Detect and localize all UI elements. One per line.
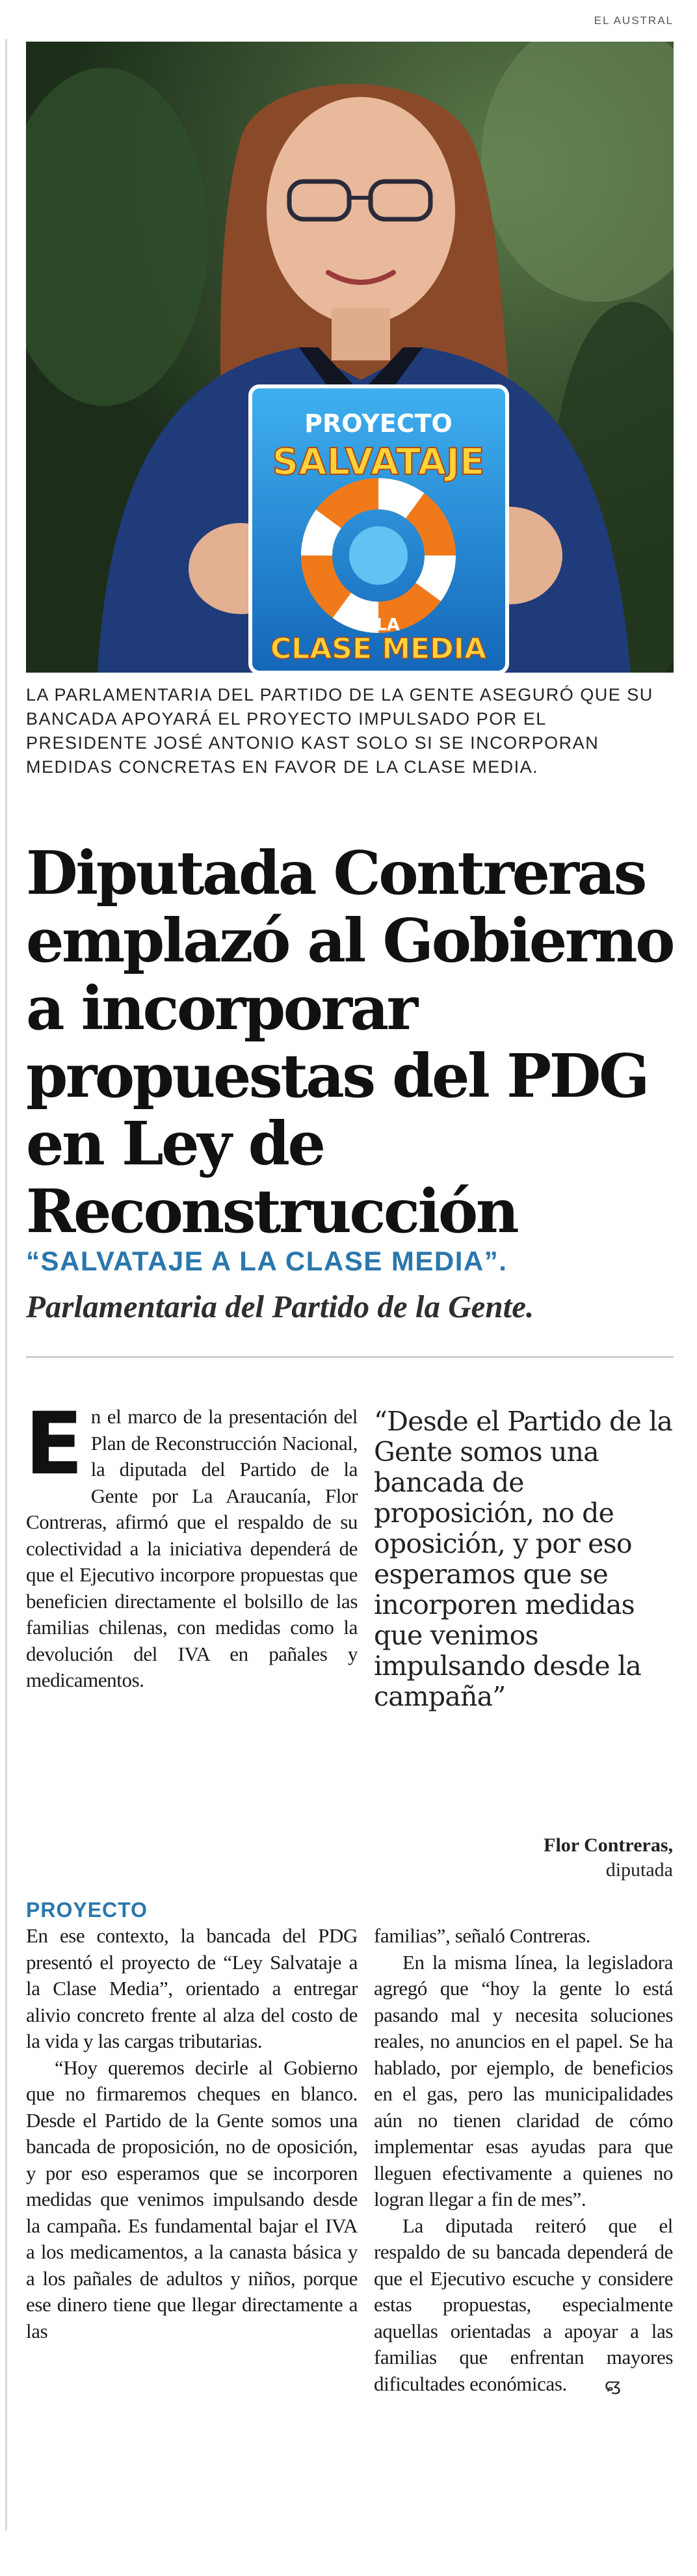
quote-author-name: Flor Contreras, (544, 1834, 673, 1856)
quote-author-role: diputada (605, 1859, 673, 1881)
pull-quote-attribution (374, 1833, 673, 1883)
headline: Diputada Contreras emplazó al Gobierno a incorporar propuestas del PDG en Ley de Reconstrucción (26, 838, 673, 1246)
poster-title-line4: CLASE MEDIA (270, 632, 487, 665)
body-paragraph: “Hoy queremos decirle al Gobierno que no firmaremos cheques en blanco. Desde el Partido de la Gente somos una bancada de proposición, no de oposición, y por eso esperamos que se incorporen medidas que venimos impulsando desde la campaña. Es fundamental bajar el IVA a los medicamentos, a la canasta básica y a los pañales de adultos y niños, porque ese dinero tiene que llegar directamente a las (26, 2056, 358, 2342)
end-of-article-icon: ɕʒ (604, 2375, 619, 2395)
subhead-source: Parlamentaria del Partido de la Gente. (26, 1289, 534, 1324)
poster-title-line3: A LA (357, 615, 400, 635)
intro-text: n el marco de la presentación del Plan de Reconstrucción Nacional, la diputada del Partido de la Gente por La Araucanía, Flor Contreras, afirmó que el respaldo de su colectividad a la iniciativa dependerá de que el Ejecutivo incorpore propuestas que beneficien directamente el bolsillo de las familias chilenas, con medidas como la devolución del IVA en pañales y medicamentos. (26, 1405, 358, 1691)
pull-quote: “Desde el Partido de la Gente somos una bancada de proposición, no de oposición, y por eso esperamos que se incorporen medidas que venimos impulsando desde la campaña” (374, 1406, 673, 1712)
drop-cap: E (25, 1394, 83, 1494)
masthead: EL AUSTRAL (594, 14, 674, 27)
body-column-1 (26, 1923, 358, 2344)
body-paragraph: familias”, señaló Contreras. (374, 1924, 591, 1947)
intro-paragraph (25, 1394, 358, 1694)
article-photo (26, 42, 674, 673)
body-paragraph-text: La diputada reiteró que el respaldo de su bancada dependerá de que el Ejecutivo escuche y considere estas propuestas, especialmente aquellas orientadas a apoyar a las familias que enfrentan mayores dificultades económicas. (374, 2214, 673, 2395)
subhead-quote: “SALVATAJE A LA CLASE MEDIA”. (26, 1246, 508, 1276)
body-paragraph: En ese contexto, la bancada del PDG presentó el proyecto de “Ley Salvataje a la Clase Media”, orientado a entregar alivio concreto frente al alza del costo de la vida y las cargas tributarias. (26, 1924, 358, 2052)
section-divider (26, 1356, 674, 1358)
page-margin-rule (5, 39, 7, 2530)
body-paragraph: En la misma línea, la legisladora agregó que “hoy la gente lo está pasando mal y necesita soluciones reales, no anuncios en el papel. Se ha hablado, por ejemplo, de beneficios en el gas, pero las municipalidades aún no tienen claridad de cómo implementar esas ayudas para que lleguen efectivamente a quienes no logran llegar a fin de mes”. (374, 1950, 673, 2210)
poster-title-line1: PROYECTO (304, 409, 453, 438)
body-column-2 (374, 1923, 673, 2398)
poster-title-line2: SALVATAJE (272, 441, 485, 483)
section-label: PROYECTO (26, 1898, 148, 1922)
body-paragraph (374, 2213, 673, 2399)
photo-caption: LA PARLAMENTARIA DEL PARTIDO DE LA GENTE ASEGURÓ QUE SU BANCADA APOYARÁ EL PROYECTO IMPULSADO POR EL PRESIDENTE JOSÉ ANTONIO KAST SOLO SI SE INCORPORAN MEDIDAS CONCRETAS EN FAVOR DE LA CLASE MEDIA. (26, 685, 653, 777)
